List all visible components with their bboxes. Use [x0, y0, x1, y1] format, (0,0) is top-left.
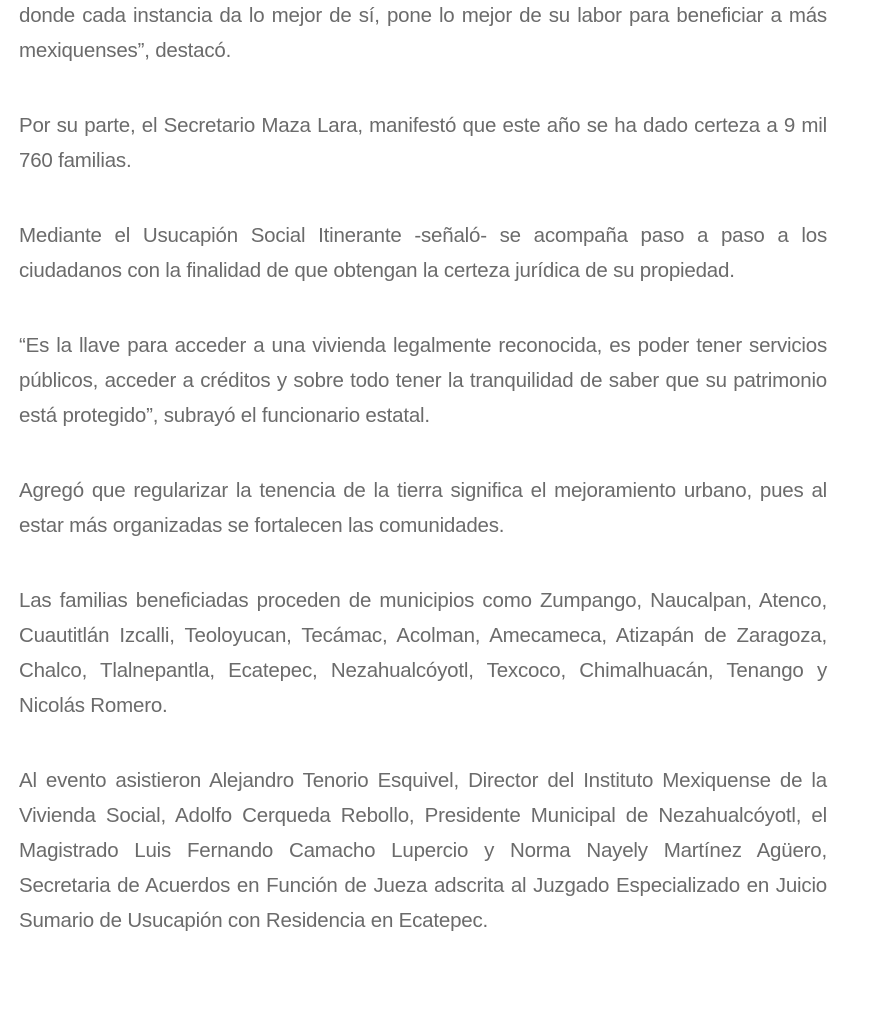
article-paragraph: Al evento asistieron Alejandro Tenorio Esquivel, Director del Instituto Mexiquense de la Vivienda Social, Adolfo Cerqueda Rebollo, Presidente Municipal de Nezahualcóyotl, el Magistrado Luis Fernando Camacho Lupercio y Norma Nayely Martínez Agüero, Secretaria de Acuerdos en Función de Jueza adscrita al Juzgado Especializado en Juicio Sumario de Usucapión con Residencia en Ecatepec.	[19, 769, 827, 932]
article-paragraph: Por su parte, el Secretario Maza Lara, manifestó que este año se ha dado certeza a 9 mil 760 familias.	[19, 114, 827, 172]
article-paragraph: Agregó que regularizar la tenencia de la tierra significa el mejoramiento urbano, pues al estar más organizadas se fortalecen las comunidades.	[19, 479, 827, 537]
article-paragraph: donde cada instancia da lo mejor de sí, pone lo mejor de su labor para beneficiar a más mexiquenses”, destacó.	[19, 4, 827, 62]
article-paragraph: Mediante el Usucapión Social Itinerante -señaló- se acompaña paso a paso a los ciudadanos con la finalidad de que obtengan la certeza jurídica de su propiedad.	[19, 224, 827, 282]
article-paragraph: Las familias beneficiadas proceden de municipios como Zumpango, Naucalpan, Atenco, Cuautitlán Izcalli, Teoloyucan, Tecámac, Acolman, Amecameca, Atizapán de Zaragoza, Chalco, Tlalnepantla, Ecatepec, Nezahualcóyotl, Texcoco, Chimalhuacán, Tenango y Nicolás Romero.	[19, 589, 827, 717]
article-body	[19, 0, 827, 978]
article-paragraph: “Es la llave para acceder a una vivienda legalmente reconocida, es poder tener servicios públicos, acceder a créditos y sobre todo tener la tranquilidad de saber que su patrimonio está protegido”, subrayó el funcionario estatal.	[19, 334, 827, 427]
